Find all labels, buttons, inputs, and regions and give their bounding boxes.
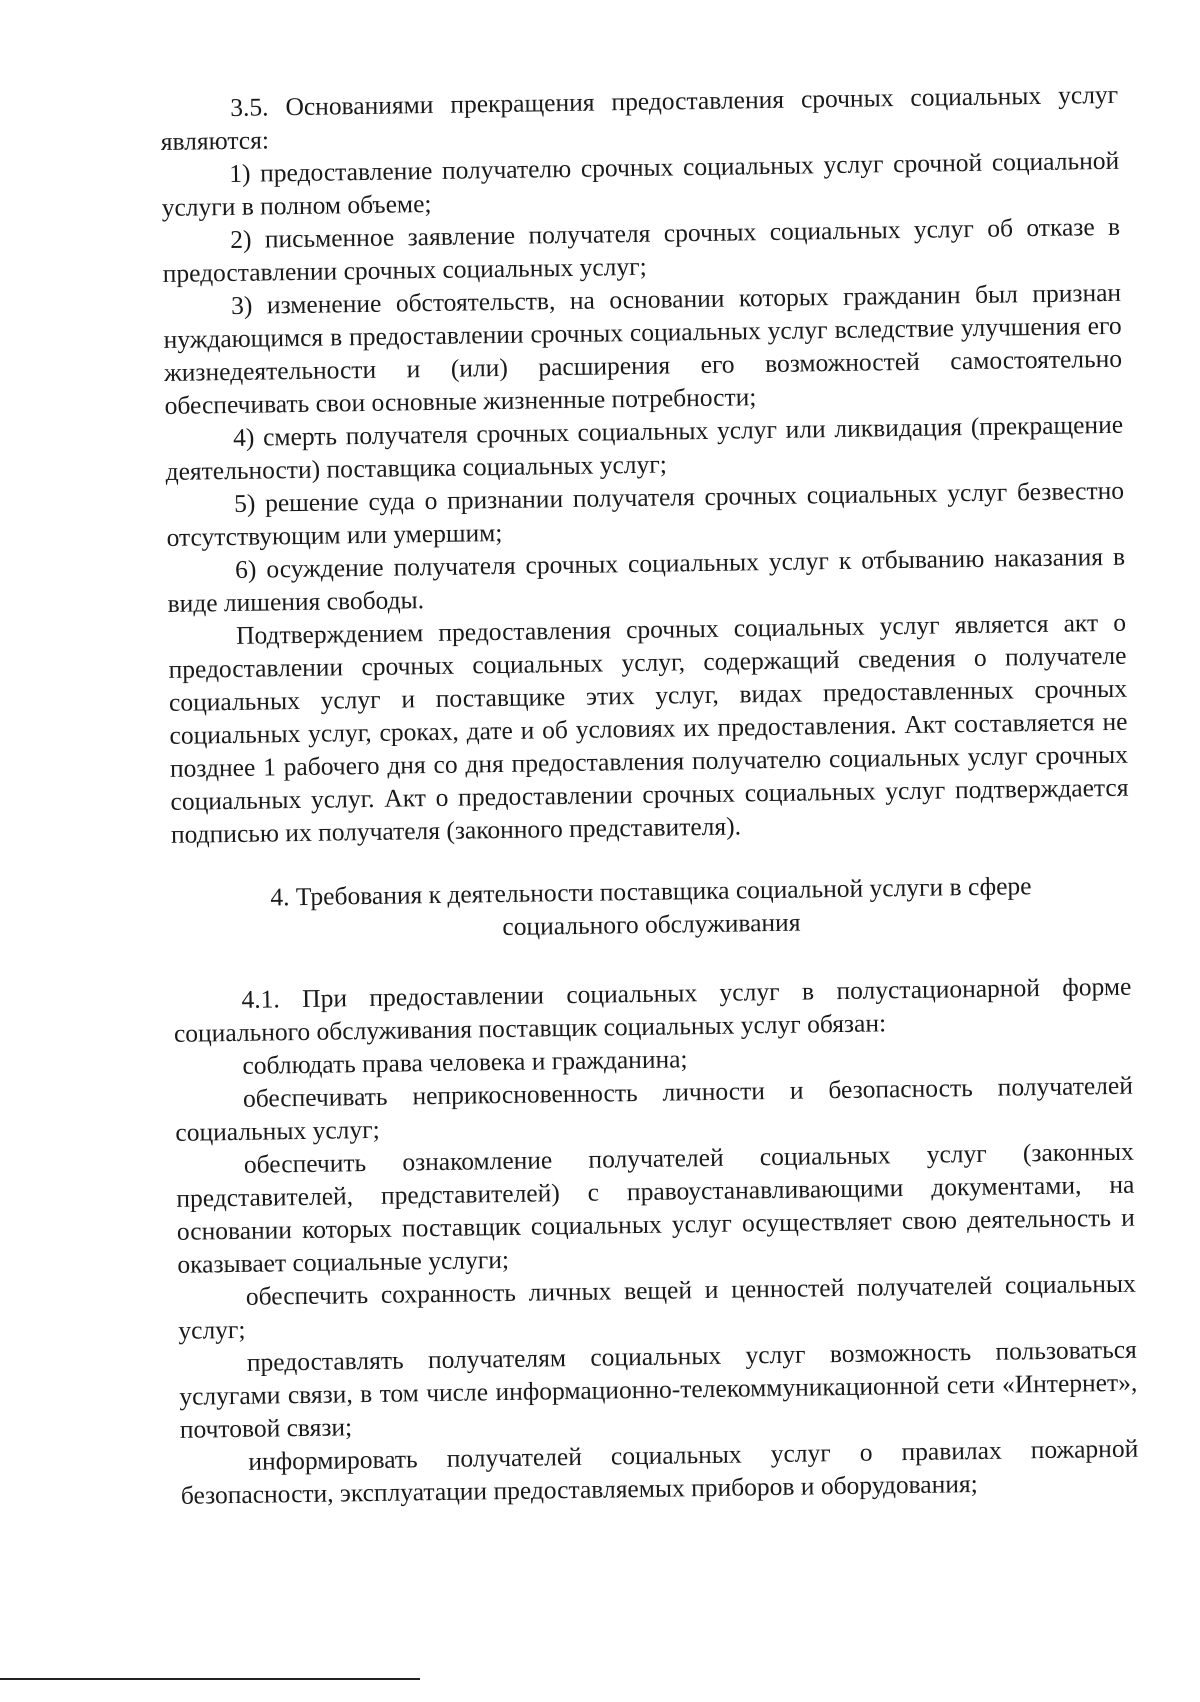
- termination-item-4: 4) смерть получателя срочных социальных услуг или ликвидация (прекращение деятельности) поставщика социальных услуг;: [165, 409, 1124, 486]
- paragraph-4-1: 4.1. При предоставлении социальных услуг в полустационарной форме социального обслуживания поставщик социальных услуг обязан:: [173, 971, 1132, 1048]
- footer-divider: [0, 1678, 420, 1680]
- duty-item-5: предоставлять получателям социальных услуг возможность пользоваться услугами связи, в том числе информационно-телекоммуникационной сети «Интернет», почтовой связи;: [179, 1334, 1138, 1444]
- termination-item-5: 5) решение суда о признании получателя срочных социальных услуг безвестно отсутствующим или умершим;: [166, 475, 1125, 552]
- section-4-heading: 4. Требования к деятельности поставщика социальной услуги в сфере социального обслуживания: [270, 871, 1032, 942]
- termination-item-2: 2) письменное заявление получателя срочных социальных услуг об отказе в предоставлении срочных социальных услуг;: [162, 211, 1121, 288]
- confirmation-paragraph: Подтверждением предоставления срочных социальных услуг является акт о предоставлении срочных социальных услуг, содержащий сведения о получателе социальных услуг и поставщике этих услуг, видах предоставленных срочных социальных услуг, сроках, дате и об условиях их предоставления. Акт составляется не позднее 1 рабочего дня со дня предоставления получателю социальных услуг срочных социальных услуг. Акт о предоставлении срочных социальных услуг подтверждается подписью их получателя (законного представителя).: [168, 607, 1129, 849]
- duty-item-1: соблюдать права человека и гражданина;: [242, 1044, 688, 1080]
- termination-item-1: 1) предоставление получателю срочных социальных услуг срочной социальной услуги в полном объеме;: [161, 145, 1120, 222]
- paragraph-3-5: 3.5. Основаниями прекращения предоставления срочных социальных услуг являются:: [160, 79, 1119, 156]
- duty-item-3: обеспечить ознакомление получателей социальных услуг (законных представителей, представителей) с правоустанавливающими документами, на основании которых поставщик социальных услуг осуществляет свою деятельность и оказывает социальные услуги;: [176, 1136, 1136, 1279]
- document-body: [160, 78, 1139, 1512]
- termination-item-6: 6) осуждение получателя срочных социальных услуг к отбыванию наказания в виде лишения свободы.: [167, 541, 1126, 618]
- duty-item-6: информировать получателей социальных услуг о правилах пожарной безопасности, эксплуатации предоставляемых приборов и оборудования;: [180, 1433, 1139, 1510]
- termination-item-3: 3) изменение обстоятельств, на основании которых гражданин был признан нуждающимся в предоставлении срочных социальных услуг вследствие улучшения его жизнедеятельности и (или) расширения его возможностей самостоятельно обеспечивать свои основные жизненные потребности;: [163, 277, 1123, 420]
- duty-item-4: обеспечить сохранность личных вещей и ценностей получателей социальных услуг;: [178, 1268, 1136, 1345]
- duty-item-2: обеспечивать неприкосновенность личности и безопасность получателей социальных услуг;: [175, 1070, 1134, 1147]
